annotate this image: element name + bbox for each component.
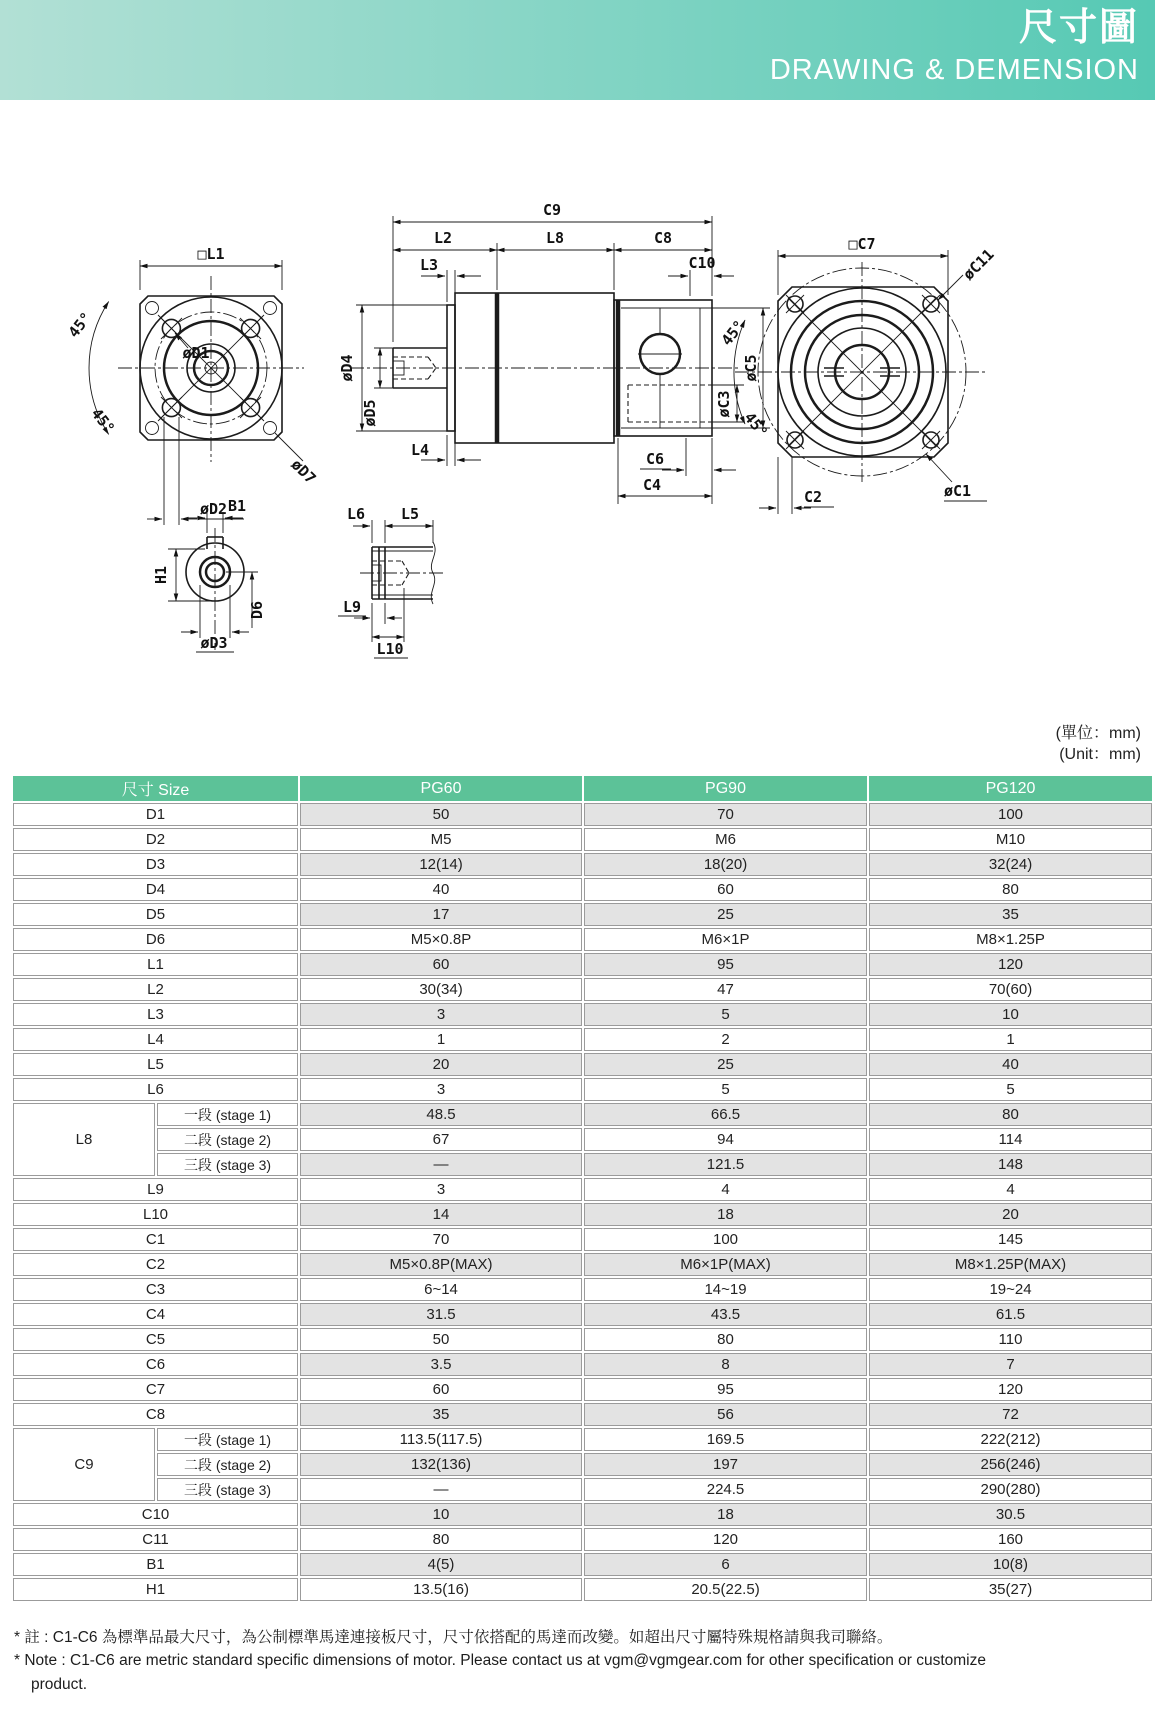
dim-label-l5: L5	[400, 505, 420, 523]
value-cell: 5	[584, 1003, 867, 1026]
dim-label: C3	[13, 1278, 298, 1301]
value-cell: 18	[584, 1503, 867, 1526]
dim-label: L2	[13, 978, 298, 1001]
side-view	[338, 201, 770, 504]
dim-label-l9: L9	[342, 598, 362, 616]
value-cell: 60	[300, 953, 582, 976]
footnotes	[14, 1626, 1144, 1696]
shaft-side-detail	[338, 505, 445, 658]
value-cell: 148	[869, 1153, 1152, 1176]
value-cell: 3	[300, 1178, 582, 1201]
dim-label: C11	[13, 1528, 298, 1551]
value-cell: 30(34)	[300, 978, 582, 1001]
value-cell: 18	[584, 1203, 867, 1226]
value-cell: 4(5)	[300, 1553, 582, 1576]
size-table-body	[13, 803, 1152, 1601]
dim-label: D5	[13, 903, 298, 926]
value-cell: M5×0.8P	[300, 928, 582, 951]
dim-label-d5: øD5	[361, 399, 379, 427]
table-row	[13, 1103, 1152, 1126]
dim-label: C2	[13, 1253, 298, 1276]
value-cell: 50	[300, 1328, 582, 1351]
value-cell: 222(212)	[869, 1428, 1152, 1451]
dim-label-c3: øC3	[715, 390, 733, 418]
dim-label-back-45-bottom: 45°	[740, 408, 772, 442]
dim-label-c7: □C7	[848, 235, 876, 253]
value-cell: 56	[584, 1403, 867, 1426]
value-cell: 70	[584, 803, 867, 826]
value-cell: 14~19	[584, 1278, 867, 1301]
value-cell: 19~24	[869, 1278, 1152, 1301]
table-row	[13, 1253, 1152, 1276]
value-cell: 20	[869, 1203, 1152, 1226]
value-cell: 67	[300, 1128, 582, 1151]
dim-label: L1	[13, 953, 298, 976]
dim-label-h1: H1	[152, 565, 170, 585]
value-cell: 13.5(16)	[300, 1578, 582, 1601]
col-header-pg120: PG120	[869, 776, 1152, 801]
shaft-section-detail	[152, 497, 266, 652]
table-row	[13, 1578, 1152, 1601]
dim-label-l3: L3	[419, 256, 439, 274]
value-cell: 6~14	[300, 1278, 582, 1301]
dim-label-l1: □L1	[197, 245, 225, 263]
value-cell: 35(27)	[869, 1578, 1152, 1601]
value-cell: M6×1P	[584, 928, 867, 951]
value-cell: 50	[300, 803, 582, 826]
value-cell: 70(60)	[869, 978, 1152, 1001]
dim-label-d3: øD3	[200, 634, 228, 652]
value-cell: 121.5	[584, 1153, 867, 1176]
value-cell: 80	[869, 878, 1152, 901]
value-cell: 256(246)	[869, 1453, 1152, 1476]
dim-label-d7: øD7	[287, 455, 320, 488]
dim-label-c10: C10	[688, 254, 716, 272]
value-cell: 95	[584, 953, 867, 976]
table-row	[13, 853, 1152, 876]
dim-label: C6	[13, 1353, 298, 1376]
dim-label-c1: øC1	[944, 482, 972, 500]
dim-label: L6	[13, 1078, 298, 1101]
value-cell: M5	[300, 828, 582, 851]
unit-note-zh: (單位：mm)	[1055, 725, 1141, 742]
value-cell: 290(280)	[869, 1478, 1152, 1501]
dim-label: D4	[13, 878, 298, 901]
value-cell: 80	[584, 1328, 867, 1351]
table-row	[13, 1003, 1152, 1026]
value-cell: M5×0.8P(MAX)	[300, 1253, 582, 1276]
dim-label: L3	[13, 1003, 298, 1026]
dim-label-d4: øD4	[338, 354, 356, 382]
table-row	[13, 1128, 1152, 1151]
value-cell: 17	[300, 903, 582, 926]
unit-note	[1056, 724, 1141, 766]
dimension-table	[11, 774, 1154, 1603]
value-cell: 80	[300, 1528, 582, 1551]
dim-label-l6: L6	[346, 505, 366, 523]
footnote-zh: * 註 : C1-C6 為標準品最大尺寸，為公制標準馬達連接板尺寸，尺寸依搭配的馬達而改變。如超出尺寸屬特殊規格請與我司聯絡。	[14, 1629, 893, 1646]
value-cell: 47	[584, 978, 867, 1001]
table-row	[13, 1503, 1152, 1526]
value-cell: 61.5	[869, 1303, 1152, 1326]
table-row	[13, 928, 1152, 951]
stage-label: 一段 (stage 1)	[157, 1428, 298, 1451]
table-row	[13, 1403, 1152, 1426]
stage-label: 二段 (stage 2)	[157, 1453, 298, 1476]
stage-label: 一段 (stage 1)	[157, 1103, 298, 1126]
value-cell: M6	[584, 828, 867, 851]
page-header-banner	[0, 0, 1155, 100]
dim-label: D3	[13, 853, 298, 876]
table-row	[13, 1428, 1152, 1451]
dim-label-c11: øC11	[959, 245, 998, 284]
value-cell: 32(24)	[869, 853, 1152, 876]
dim-label: C7	[13, 1378, 298, 1401]
value-cell: 35	[869, 903, 1152, 926]
value-cell: —	[300, 1153, 582, 1176]
value-cell: 6	[584, 1553, 867, 1576]
table-row	[13, 1053, 1152, 1076]
value-cell: 66.5	[584, 1103, 867, 1126]
value-cell: 12(14)	[300, 853, 582, 876]
col-header-pg60: PG60	[300, 776, 582, 801]
table-row	[13, 1453, 1152, 1476]
stage-label: 二段 (stage 2)	[157, 1128, 298, 1151]
dim-label: B1	[13, 1553, 298, 1576]
value-cell: 3.5	[300, 1353, 582, 1376]
front-view	[65, 245, 320, 525]
dim-label: C1	[13, 1228, 298, 1251]
value-cell: 18(20)	[584, 853, 867, 876]
dim-label-front-45-bottom: 45°	[87, 404, 119, 438]
table-row	[13, 953, 1152, 976]
value-cell: 1	[300, 1028, 582, 1051]
table-row	[13, 1078, 1152, 1101]
value-cell: 160	[869, 1528, 1152, 1551]
value-cell: 5	[869, 1078, 1152, 1101]
stage-label: 三段 (stage 3)	[157, 1478, 298, 1501]
value-cell: 120	[869, 953, 1152, 976]
technical-drawing	[0, 130, 1155, 670]
value-cell: 95	[584, 1378, 867, 1401]
dim-label-c2: C2	[804, 488, 823, 506]
value-cell: 25	[584, 903, 867, 926]
table-row	[13, 803, 1152, 826]
dim-label: L5	[13, 1053, 298, 1076]
value-cell: 110	[869, 1328, 1152, 1351]
dim-label-d2: øD2	[200, 500, 228, 518]
value-cell: 224.5	[584, 1478, 867, 1501]
table-row	[13, 1153, 1152, 1176]
dim-group-label: C9	[13, 1428, 155, 1501]
dim-label-c4: C4	[642, 476, 662, 494]
dim-label: C8	[13, 1403, 298, 1426]
value-cell: 20.5(22.5)	[584, 1578, 867, 1601]
table-row	[13, 1203, 1152, 1226]
value-cell: 72	[869, 1403, 1152, 1426]
dim-label: C5	[13, 1328, 298, 1351]
value-cell: 114	[869, 1128, 1152, 1151]
value-cell: 40	[300, 878, 582, 901]
col-header-size: 尺寸 Size	[13, 776, 298, 801]
table-row	[13, 1353, 1152, 1376]
value-cell: 3	[300, 1003, 582, 1026]
value-cell: 120	[584, 1528, 867, 1551]
value-cell: 48.5	[300, 1103, 582, 1126]
table-row	[13, 1278, 1152, 1301]
value-cell: 80	[869, 1103, 1152, 1126]
dim-label: D2	[13, 828, 298, 851]
value-cell: 70	[300, 1228, 582, 1251]
value-cell: 197	[584, 1453, 867, 1476]
page-title-zh: 尺寸圖	[1018, 7, 1139, 49]
table-row	[13, 878, 1152, 901]
value-cell: 145	[869, 1228, 1152, 1251]
table-row	[13, 828, 1152, 851]
value-cell: 30.5	[869, 1503, 1152, 1526]
table-row	[13, 1528, 1152, 1551]
page-title-en: DRAWING & DEMENSION	[769, 54, 1139, 86]
value-cell: M6×1P(MAX)	[584, 1253, 867, 1276]
dim-label: C4	[13, 1303, 298, 1326]
table-row	[13, 1378, 1152, 1401]
value-cell: 4	[584, 1178, 867, 1201]
value-cell: 4	[869, 1178, 1152, 1201]
dim-label: L9	[13, 1178, 298, 1201]
value-cell: 43.5	[584, 1303, 867, 1326]
value-cell: 94	[584, 1128, 867, 1151]
table-row	[13, 978, 1152, 1001]
value-cell: 2	[584, 1028, 867, 1051]
table-row	[13, 1228, 1152, 1251]
dim-label: C10	[13, 1503, 298, 1526]
value-cell: 113.5(117.5)	[300, 1428, 582, 1451]
value-cell: 10	[300, 1503, 582, 1526]
value-cell: 169.5	[584, 1428, 867, 1451]
stage-label: 三段 (stage 3)	[157, 1153, 298, 1176]
value-cell: 8	[584, 1353, 867, 1376]
dim-label-b1: B1	[227, 497, 247, 515]
value-cell: 1	[869, 1028, 1152, 1051]
dim-label-l2: L2	[433, 229, 453, 247]
value-cell: 10	[869, 1003, 1152, 1026]
table-row	[13, 1328, 1152, 1351]
value-cell: 25	[584, 1053, 867, 1076]
table-header-row	[13, 776, 1152, 801]
value-cell: 10(8)	[869, 1553, 1152, 1576]
value-cell: 60	[300, 1378, 582, 1401]
table-row	[13, 1478, 1152, 1501]
footnote-en: * Note : C1-C6 are metric standard specific dimensions of motor. Please contact us at vgm@vgmgear.com for other specification or customize	[14, 1652, 986, 1670]
dim-label: L10	[13, 1203, 298, 1226]
dim-label-l4: L4	[410, 441, 430, 459]
value-cell: 7	[869, 1353, 1152, 1376]
dim-label-c9: C9	[542, 201, 562, 219]
value-cell: M10	[869, 828, 1152, 851]
value-cell: 35	[300, 1403, 582, 1426]
table-row	[13, 1028, 1152, 1051]
dim-label: D1	[13, 803, 298, 826]
value-cell: 132(136)	[300, 1453, 582, 1476]
dim-label-front-45-top: 45°	[64, 308, 96, 342]
dim-label-d6: D6	[248, 600, 266, 620]
dim-group-label: L8	[13, 1103, 155, 1176]
value-cell: M8×1.25P(MAX)	[869, 1253, 1152, 1276]
dim-label-c6: C6	[645, 450, 665, 468]
value-cell: 3	[300, 1078, 582, 1101]
dim-label: D6	[13, 928, 298, 951]
value-cell: 31.5	[300, 1303, 582, 1326]
value-cell: 40	[869, 1053, 1152, 1076]
value-cell: 5	[584, 1078, 867, 1101]
value-cell: —	[300, 1478, 582, 1501]
dim-label-c5: øC5	[742, 354, 760, 382]
value-cell: 14	[300, 1203, 582, 1226]
value-cell: 60	[584, 878, 867, 901]
table-row	[13, 1303, 1152, 1326]
table-row	[13, 1553, 1152, 1576]
dim-label: L4	[13, 1028, 298, 1051]
unit-note-en: (Unit：mm)	[1059, 745, 1141, 763]
dim-label-d1: øD1	[182, 344, 210, 362]
table-row	[13, 1178, 1152, 1201]
col-header-pg90: PG90	[584, 776, 867, 801]
value-cell: M8×1.25P	[869, 928, 1152, 951]
value-cell: 100	[869, 803, 1152, 826]
dim-label: H1	[13, 1578, 298, 1601]
value-cell: 100	[584, 1228, 867, 1251]
dim-label-c8: C8	[653, 229, 673, 247]
dim-label-l10: L10	[376, 640, 404, 658]
value-cell: 120	[869, 1378, 1152, 1401]
value-cell: 20	[300, 1053, 582, 1076]
dim-label-back-45-top: 45°	[717, 316, 749, 350]
footnote-en-cont: product.	[31, 1675, 88, 1693]
table-row	[13, 903, 1152, 926]
dim-label-l8: L8	[545, 229, 565, 247]
